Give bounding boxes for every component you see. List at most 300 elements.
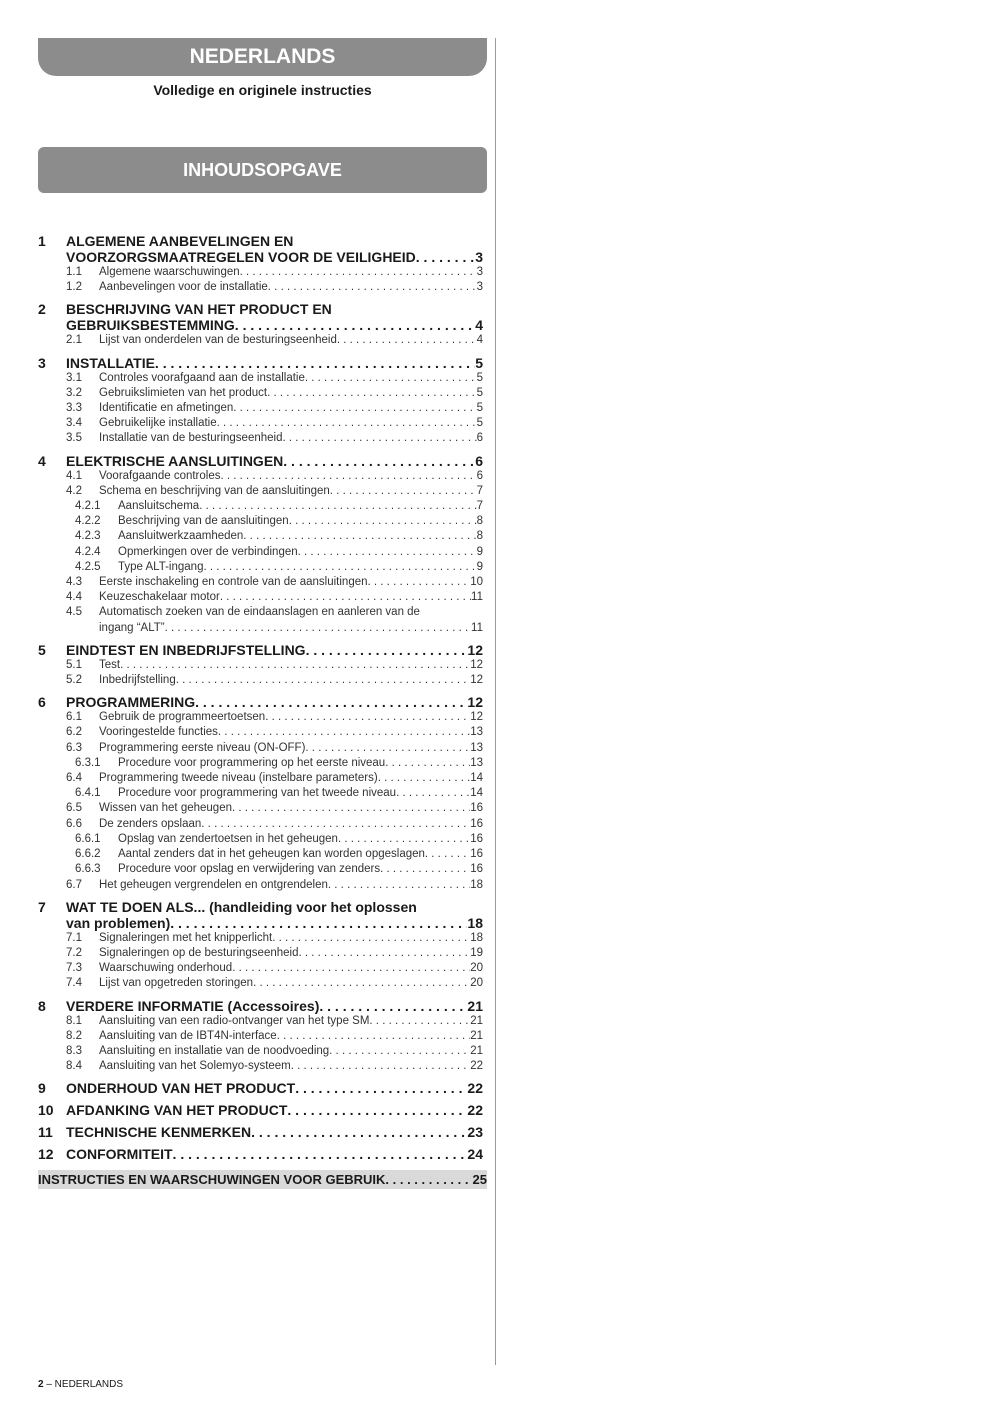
- section-body: [118, 832, 483, 847]
- section-body: [99, 801, 483, 816]
- section-body: [99, 280, 483, 295]
- section-body: [118, 514, 483, 529]
- chapter-number: 5: [38, 641, 46, 658]
- toc-section[interactable]: [38, 725, 483, 740]
- toc-section[interactable]: [38, 333, 483, 348]
- section-body: [99, 416, 483, 431]
- page-number: 13: [470, 741, 483, 754]
- section-body: [99, 1059, 483, 1074]
- dot-leader: [267, 386, 476, 401]
- section-number: 1.2: [66, 281, 82, 294]
- section-body: [99, 1029, 483, 1044]
- toc-entry-line[interactable]: [99, 817, 483, 832]
- page-number: 22: [467, 1102, 483, 1119]
- entry-title: Beschrijving van de aansluitingen: [118, 515, 289, 528]
- toc-entry-line[interactable]: [99, 386, 483, 401]
- toc-subsection[interactable]: [38, 560, 483, 575]
- section-number: 6.4.1: [75, 787, 101, 800]
- section-number: 8.4: [66, 1060, 82, 1073]
- entry-title: Vooringestelde functies: [99, 726, 218, 739]
- dot-leader: [319, 998, 467, 1014]
- dot-leader: [265, 710, 470, 725]
- entry-title: Keuzeschakelaar motor: [99, 591, 220, 604]
- toc-entry-line[interactable]: [99, 741, 483, 756]
- toc-entry-line[interactable]: [99, 771, 483, 786]
- dot-leader: [329, 1044, 470, 1059]
- toc-section[interactable]: [38, 961, 483, 976]
- toc-section[interactable]: [38, 416, 483, 431]
- entry-title: Eerste inschakeling en controle van de aansluitingen: [99, 576, 368, 589]
- dot-leader: [368, 575, 471, 590]
- dot-leader: [385, 756, 470, 771]
- section-number: 6.7: [66, 878, 82, 891]
- toc-chapter[interactable]: [38, 1080, 483, 1096]
- dot-leader: [218, 725, 470, 740]
- section-body: [118, 560, 483, 575]
- language-title: NEDERLANDS: [189, 45, 336, 68]
- dot-leader: [217, 416, 477, 431]
- section-number: 3.3: [66, 402, 82, 415]
- entry-title: Aansluiting van een radio-ontvanger van het type SM: [99, 1014, 370, 1027]
- page-number: 3: [476, 266, 483, 278]
- section-number: 4.5: [66, 606, 82, 619]
- section-number: 3.4: [66, 417, 82, 430]
- chapter-body: [66, 694, 483, 710]
- dot-leader: [380, 862, 470, 877]
- page-number: 19: [470, 946, 483, 959]
- toc-entry-line[interactable]: [118, 545, 483, 560]
- toc-section[interactable]: [38, 431, 483, 446]
- dot-leader: [176, 673, 470, 688]
- page-number: 18: [470, 931, 483, 944]
- column-divider: [495, 38, 496, 1365]
- page-number: 8: [476, 515, 483, 528]
- page-number: 9: [476, 545, 483, 558]
- toc-entry-line[interactable]: [99, 725, 483, 740]
- toc-chapter[interactable]: [38, 301, 483, 333]
- toc-entry-line[interactable]: [99, 946, 483, 961]
- toc-entry-line[interactable]: [66, 915, 483, 931]
- toc-section[interactable]: [38, 710, 483, 725]
- toc-chapter[interactable]: [38, 233, 483, 265]
- entry-title: van problemen): [66, 914, 171, 931]
- toc-entry-line[interactable]: [99, 673, 483, 688]
- section-body: [99, 658, 483, 673]
- toc-chapter[interactable]: [38, 642, 483, 658]
- toc-entry-line[interactable]: [66, 355, 483, 371]
- toc-entry-line[interactable]: [99, 575, 483, 590]
- toc-subsection[interactable]: [38, 514, 483, 529]
- chapter-body: [66, 1102, 483, 1118]
- toc-section[interactable]: [38, 401, 483, 416]
- entry-title: Aansluitschema: [118, 500, 200, 513]
- toc-chapter[interactable]: [38, 1102, 483, 1118]
- language-banner: [38, 38, 487, 76]
- toc-section[interactable]: [38, 386, 483, 401]
- chapter-body: [66, 453, 483, 469]
- dot-leader: [330, 484, 477, 499]
- section-number: 7.1: [66, 931, 82, 944]
- chapter-body: [66, 355, 483, 371]
- section-body: [99, 590, 483, 605]
- toc-entry-line[interactable]: [66, 249, 483, 265]
- section-number: 4.2.4: [75, 545, 101, 558]
- entry-title: Schema en beschrijving van de aansluitingen: [99, 484, 330, 497]
- dot-leader: [287, 1102, 467, 1118]
- page-number: 25: [472, 1172, 487, 1188]
- page-number: 13: [470, 726, 483, 739]
- page-number: 12: [470, 674, 483, 687]
- dot-leader: [338, 832, 470, 847]
- toc-chapter[interactable]: [38, 694, 483, 710]
- page-number: 16: [470, 817, 483, 830]
- entry-title: Type ALT-ingang: [118, 560, 204, 573]
- section-number: 6.5: [66, 802, 82, 815]
- section-body: [118, 529, 483, 544]
- page-number: 21: [470, 1029, 483, 1042]
- section-number: 5.1: [66, 658, 82, 671]
- page-number: 6: [476, 469, 483, 482]
- page-number: 10: [470, 576, 483, 589]
- section-body: [118, 545, 483, 560]
- dot-leader: [220, 469, 476, 484]
- toc-entry-line[interactable]: [99, 590, 483, 605]
- entry-title: PROGRAMMERING: [66, 694, 196, 711]
- toc-chapter[interactable]: [38, 453, 483, 469]
- section-number: 6.2: [66, 726, 82, 739]
- dot-leader: [337, 333, 477, 348]
- toc-section[interactable]: [38, 658, 483, 673]
- toc-entry-line[interactable]: [99, 801, 483, 816]
- toc-entry-line[interactable]: [99, 1029, 483, 1044]
- section-number: 4.2.2: [75, 515, 101, 528]
- page-number: 22: [470, 1060, 483, 1073]
- final-entry-title: INSTRUCTIES EN WAARSCHUWINGEN VOOR GEBRUIK: [38, 1172, 386, 1188]
- chapter-body: [66, 899, 483, 931]
- dot-leader: [201, 817, 470, 832]
- dot-leader: [378, 771, 471, 786]
- toc-banner: [38, 147, 487, 193]
- toc-entry-line[interactable]: [99, 416, 483, 431]
- dot-leader: [289, 514, 477, 529]
- entry-title: Waarschuwing onderhoud: [99, 962, 233, 975]
- entry-title: AFDANKING VAN HET PRODUCT: [66, 1102, 288, 1119]
- section-number: 6.6: [66, 817, 82, 830]
- page-number: 4: [475, 317, 483, 334]
- toc-entry-line[interactable]: [99, 976, 483, 991]
- section-number: 7.2: [66, 946, 82, 959]
- dot-leader: [306, 642, 468, 658]
- entry-title: Aansluiting van het Solemyo-systeem: [99, 1060, 291, 1073]
- page-number: 20: [470, 962, 483, 975]
- toc-subsection[interactable]: [38, 832, 483, 847]
- entry-title: Voorafgaande controles: [99, 469, 221, 482]
- toc-entry-line[interactable]: [99, 333, 483, 348]
- toc-entry-line[interactable]: [66, 317, 483, 333]
- toc-subsection[interactable]: [38, 847, 483, 862]
- dot-leader: [235, 317, 475, 333]
- page-number: 4: [476, 334, 483, 347]
- page-number: 5: [476, 371, 483, 384]
- toc-section[interactable]: [38, 976, 483, 991]
- toc-chapter[interactable]: [38, 355, 483, 371]
- dot-leader: [283, 431, 477, 446]
- toc-entry-line[interactable]: [118, 832, 483, 847]
- toc-section[interactable]: [38, 1014, 483, 1029]
- dot-leader: [385, 1170, 472, 1189]
- table-of-contents: [38, 233, 487, 1189]
- section-number: 4.2.1: [75, 500, 101, 513]
- entry-title: EINDTEST EN INBEDRIJFSTELLING: [66, 641, 306, 658]
- entry-title: TECHNISCHE KENMERKEN: [66, 1124, 252, 1141]
- toc-section[interactable]: [38, 280, 483, 295]
- toc-entry-line[interactable]: [66, 1146, 483, 1162]
- toc-entry-line[interactable]: [66, 1102, 483, 1118]
- dot-leader: [199, 499, 476, 514]
- toc-entry-line[interactable]: [66, 694, 483, 710]
- entry-title: Identificatie en afmetingen: [99, 402, 234, 415]
- toc-subsection[interactable]: [38, 862, 483, 877]
- toc-section[interactable]: [38, 673, 483, 688]
- dot-leader: [295, 1080, 467, 1096]
- entry-title: Aansluiting en installatie van de noodvoeding: [99, 1044, 330, 1057]
- chapter-body: [66, 1124, 483, 1140]
- entry-title: Test: [99, 658, 121, 671]
- dot-leader: [277, 1029, 470, 1044]
- section-body: [99, 575, 483, 590]
- toc-entry-line[interactable]: [118, 847, 483, 862]
- dot-leader: [165, 621, 471, 636]
- page-number: 9: [476, 560, 483, 573]
- page-number: 5: [475, 354, 483, 371]
- page-number: 18: [470, 878, 483, 891]
- chapter-number: 12: [38, 1146, 54, 1163]
- entry-title: De zenders opslaan: [99, 817, 202, 830]
- dot-leader: [298, 545, 477, 560]
- dot-leader: [170, 915, 467, 931]
- toc-section[interactable]: [38, 931, 483, 946]
- page-number: 11: [471, 621, 483, 634]
- subtitle: Volledige en originele instructies: [153, 82, 372, 98]
- page-number: 16: [470, 863, 483, 876]
- section-body: [99, 673, 483, 688]
- toc-entry-line[interactable]: [99, 658, 483, 673]
- toc-section[interactable]: [38, 484, 483, 499]
- toc-section[interactable]: [38, 771, 483, 786]
- page-number: 6: [475, 452, 483, 469]
- entry-title: Signaleringen op de besturingseenheid: [99, 946, 299, 959]
- section-number: 6.3.1: [75, 756, 101, 769]
- toc-section[interactable]: [38, 878, 483, 893]
- entry-title: Gebruikslimieten van het product: [99, 386, 268, 399]
- footer-page-number: 2: [38, 1379, 44, 1390]
- page-number: 13: [470, 756, 483, 769]
- toc-entry-line[interactable]: [66, 1124, 483, 1140]
- page-number: 7: [476, 484, 483, 497]
- page-number: 5: [476, 386, 483, 399]
- section-number: 6.6.2: [75, 848, 101, 861]
- toc-section[interactable]: [38, 741, 483, 756]
- toc-subsection[interactable]: [38, 499, 483, 514]
- toc-section[interactable]: [38, 265, 483, 280]
- dot-leader: [253, 976, 470, 991]
- section-body: [118, 499, 483, 514]
- entry-title: INSTALLATIE: [66, 354, 155, 371]
- dot-leader: [120, 658, 470, 673]
- toc-entry-line[interactable]: [66, 998, 483, 1014]
- page-number: 3: [476, 281, 483, 294]
- section-body: [99, 931, 483, 946]
- entry-title: VOORZORGSMAATREGELEN VOOR DE VEILIGHEID: [66, 249, 416, 265]
- dot-leader: [268, 280, 477, 295]
- chapter-body: [66, 998, 483, 1014]
- page-number: 14: [470, 772, 483, 785]
- toc-entry-line[interactable]: [66, 453, 483, 469]
- toc-section[interactable]: [38, 575, 483, 590]
- section-number: 6.3: [66, 741, 82, 754]
- section-number: 4.2: [66, 484, 82, 497]
- toc-subsection[interactable]: [38, 545, 483, 560]
- toc-entry-line[interactable]: [66, 642, 483, 658]
- entry-title: VERDERE INFORMATIE (Accessoires): [66, 997, 320, 1014]
- page-number: 24: [467, 1146, 483, 1163]
- toc-final-entry[interactable]: [38, 1170, 487, 1189]
- page-footer: [38, 1379, 123, 1390]
- toc-entry-line[interactable]: [118, 756, 483, 771]
- toc-entry-line[interactable]: [99, 878, 483, 893]
- entry-title: Het geheugen vergrendelen en ontgrendelen: [99, 878, 328, 891]
- page-number: 3: [475, 249, 483, 265]
- entry-title: Programmering tweede niveau (instelbare parameters): [99, 772, 378, 785]
- page-number: 21: [470, 1014, 483, 1027]
- toc-section[interactable]: [38, 817, 483, 832]
- page-number: 16: [470, 832, 483, 845]
- dot-leader: [299, 946, 471, 961]
- entry-title: Algemene waarschuwingen: [99, 266, 240, 278]
- chapter-body: [66, 301, 483, 333]
- section-body: [99, 961, 483, 976]
- toc-section[interactable]: [38, 1044, 483, 1059]
- dot-leader: [220, 590, 471, 605]
- entry-title: Installatie van de besturingseenheid: [99, 432, 283, 445]
- entry-title: Signaleringen met het knipperlicht: [99, 931, 273, 944]
- dot-leader: [240, 265, 477, 280]
- toc-entry-line[interactable]: [99, 280, 483, 295]
- dot-leader: [328, 878, 470, 893]
- page-number: 12: [467, 641, 483, 658]
- section-body: [99, 265, 483, 280]
- toc-subsection[interactable]: [38, 786, 483, 801]
- toc-subsection[interactable]: [38, 756, 483, 771]
- page-number: 14: [470, 787, 483, 800]
- toc-subsection[interactable]: [38, 529, 483, 544]
- page-number: 7: [476, 500, 483, 513]
- dot-leader: [369, 1014, 470, 1029]
- toc-chapter[interactable]: [38, 899, 483, 931]
- toc-entry-line[interactable]: [99, 469, 483, 484]
- toc-entry-line[interactable]: [99, 621, 483, 636]
- section-number: 3.5: [66, 432, 82, 445]
- entry-title: Aantal zenders dat in het geheugen kan worden opgeslagen: [118, 848, 425, 861]
- entry-title: Wissen van het geheugen: [99, 802, 232, 815]
- chapter-title-line1: WAT TE DOEN ALS... (handleiding voor het oplossen: [66, 898, 417, 915]
- section-body: [99, 333, 483, 348]
- entry-title: ONDERHOUD VAN HET PRODUCT: [66, 1080, 296, 1097]
- toc-entry-line[interactable]: [118, 862, 483, 877]
- toc-entry-line[interactable]: [118, 786, 483, 801]
- page-number: 20: [470, 977, 483, 990]
- section-body: [99, 976, 483, 991]
- section-number: 3.2: [66, 386, 82, 399]
- toc-chapter[interactable]: [38, 998, 483, 1014]
- page-number: 5: [476, 417, 483, 430]
- chapter-number: 7: [38, 898, 46, 915]
- section-number: 6.1: [66, 711, 82, 724]
- toc-entry-line[interactable]: [118, 560, 483, 575]
- section-number: 4.2.5: [75, 560, 101, 573]
- dot-leader: [173, 1146, 468, 1162]
- toc-entry-line[interactable]: [99, 484, 483, 499]
- toc-entry-line[interactable]: [66, 1080, 483, 1096]
- toc-section[interactable]: [38, 1059, 483, 1074]
- toc-entry-line[interactable]: [99, 931, 483, 946]
- chapter-number: 1: [38, 233, 46, 249]
- toc-entry-line[interactable]: [118, 529, 483, 544]
- toc-entry-line[interactable]: [99, 371, 483, 386]
- chapter-number: 11: [38, 1124, 53, 1141]
- entry-title: Controles voorafgaand aan de installatie: [99, 371, 305, 384]
- toc-section[interactable]: [38, 590, 483, 605]
- chapter-number: 8: [38, 997, 46, 1014]
- section-number: 6.4: [66, 772, 82, 785]
- toc-entry-line[interactable]: [99, 265, 483, 280]
- section-number: 2.1: [66, 334, 82, 347]
- toc-section[interactable]: [38, 946, 483, 961]
- toc-entry-line[interactable]: [118, 499, 483, 514]
- section-number: 6.6.1: [75, 832, 101, 845]
- toc-section[interactable]: [38, 801, 483, 816]
- toc-entry-line[interactable]: [99, 401, 483, 416]
- page-number: 18: [467, 914, 483, 931]
- section-body: [99, 371, 483, 386]
- section-number: 4.2.3: [75, 530, 101, 543]
- dot-leader: [232, 961, 470, 976]
- toc-section[interactable]: [38, 469, 483, 484]
- dot-leader: [232, 801, 470, 816]
- page-number: 12: [470, 658, 483, 671]
- entry-title: Opslag van zendertoetsen in het geheugen: [118, 832, 338, 845]
- toc-entry-line[interactable]: [99, 710, 483, 725]
- toc-chapter[interactable]: [38, 1124, 483, 1140]
- toc-section[interactable]: [38, 371, 483, 386]
- toc-section[interactable]: [38, 1029, 483, 1044]
- toc-entry-line[interactable]: [99, 1044, 483, 1059]
- section-body: [99, 605, 483, 635]
- dot-leader: [416, 249, 475, 265]
- toc-entry-line[interactable]: [99, 961, 483, 976]
- toc-entry-line[interactable]: [99, 1014, 483, 1029]
- toc-entry-line[interactable]: [118, 514, 483, 529]
- section-body: [118, 847, 483, 862]
- toc-title: INHOUDSOPGAVE: [183, 159, 342, 180]
- toc-section[interactable]: [38, 605, 483, 635]
- section-body: [118, 786, 483, 801]
- toc-entry-line[interactable]: [99, 1059, 483, 1074]
- entry-title: Lijst van onderdelen van de besturingseenheid: [99, 334, 337, 347]
- toc-entry-line[interactable]: [99, 431, 483, 446]
- dot-leader: [155, 355, 475, 371]
- toc-chapter[interactable]: [38, 1146, 483, 1162]
